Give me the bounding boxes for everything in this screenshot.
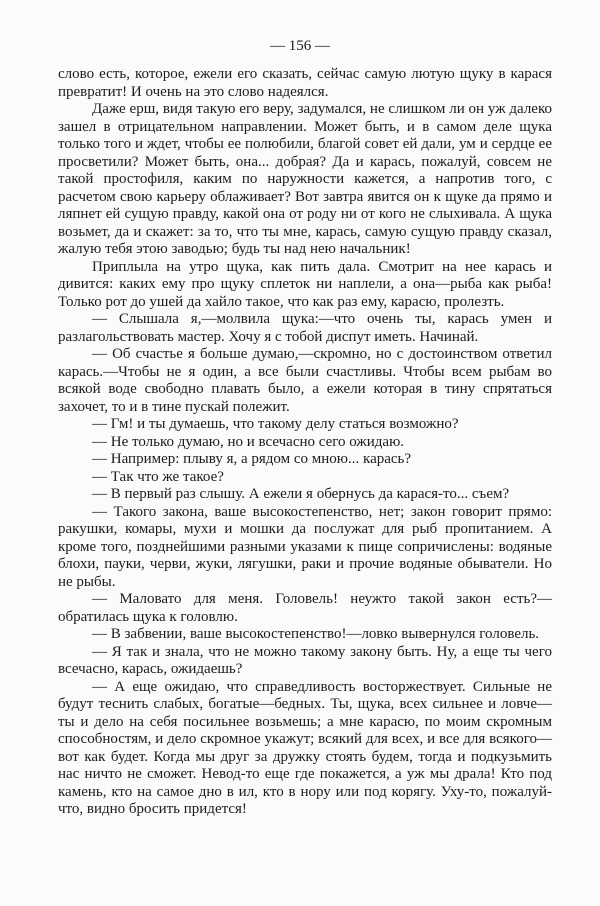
paragraph-5: — Об счастье я больше думаю,—скромно, но с достоинством ответил карась.—Чтобы не я один, а все были счастливы. Чтобы всем рыбам во всякой воде свободно плавать было, а ежели которая в тину спрятаться захочет, то и в тине пускай полежит. [58, 346, 552, 415]
paragraph-12: — Маловато для меня. Головель! неужто такой закон есть?—обратилась щука к головлю. [58, 591, 552, 625]
page-number: — 156 — [270, 38, 330, 54]
paragraph-7: — Не только думаю, но и всечасно сего ожидаю. [92, 433, 405, 450]
paragraph-3: Приплыла на утро щука, как пить дала. Смотрит на нее карась и дивится: каких ему про щуку сплеток ни наплели, а она—рыба как рыба! Только рот до ушей да хайло такое, что как раз ему, карасю, пролезть. [58, 258, 552, 310]
paragraph-10: — В первый раз слышу. А ежели я обернусь да карася-то... съем? [92, 486, 510, 502]
paragraph-9: — Так что же такое? [92, 468, 224, 485]
paragraph-6: — Гм! и ты думаешь, что такому делу статься возможно? [92, 416, 459, 432]
paragraph-1: слово есть, которое, ежели его сказать, сейчас самую лютую щуку в карася превратит! И очень на это слово надеялся. [58, 66, 552, 100]
paragraph-13: — В забвении, ваше высокостепенство!—ловко вывернулся головель. [92, 626, 540, 642]
paragraph-11: — Такого закона, ваше высокостепенство, нет; закон говорит прямо: ракушки, комары, мухи и мошки да послужат для рыб пропитанием. А кроме того, позднейшими разными указами к пище сопричислены: водяные блохи, пауки, черви, жуки, лягушки, раки и прочие водяные обыватели. Но не рыбы. [58, 503, 552, 590]
paragraph-4: — Слышала я,—молвила щука:—что очень ты, карась умен и разлагольствовать мастер. Хочу я с тобой диспут иметь. Начинай. [58, 311, 552, 345]
paragraph-14: — Я так и знала, что не можно такому закону быть. Ну, а еще ты чего всечасно, карась, ожидаешь? [58, 643, 552, 677]
paragraph-8: — Например: плыву я, а рядом со мною... карась? [92, 451, 412, 467]
paragraph-15: — А еще ожидаю, что справедливость восторжествует. Сильные не будут теснить слабых, богатые—бедных. Ты, щука, всех сильнее и ловче—ты и дело на себя посильнее возьмешь; а мне карасю, по моим скромным способностям, и дело скромное укажут; всякий для всех, и все для всякого—вот как будет. Когда мы друг за дружку стоять будем, тогда и подкузьмить нас ничто не сможет. Невод-то еще где покажется, а уж мы драла! Кто под камень, кто на самое дно в ил, кто в нору или под корягу. Уху-то, пожалуй-что, видно бросить придется! [58, 678, 552, 817]
paragraph-2: Даже ерш, видя такую его веру, задумался, не слишком ли он уж далеко зашел в отрицательном направлении. Может быть, и в самом деле щука только того и ждет, чтобы ее полюбили, благой совет ей дали, ум и сердце ее просветили? Может быть, она... добрая? Да и карась, пожалуй, совсем не такой простофиля, каким по наружности кажется, а напротив того, с расчетом свою карьеру облаживает? Вот завтра явится он к щуке да прямо и ляпнет ей сущую правду, какой она от роду ни от кого не слыхивала. А щука возьмет, да и скажет: за то, что ты мне, карась, самую сущую правду сказал, жалую тебя этою заводью; будь ты над нею начальник! [58, 101, 552, 257]
text-body [58, 66, 552, 819]
